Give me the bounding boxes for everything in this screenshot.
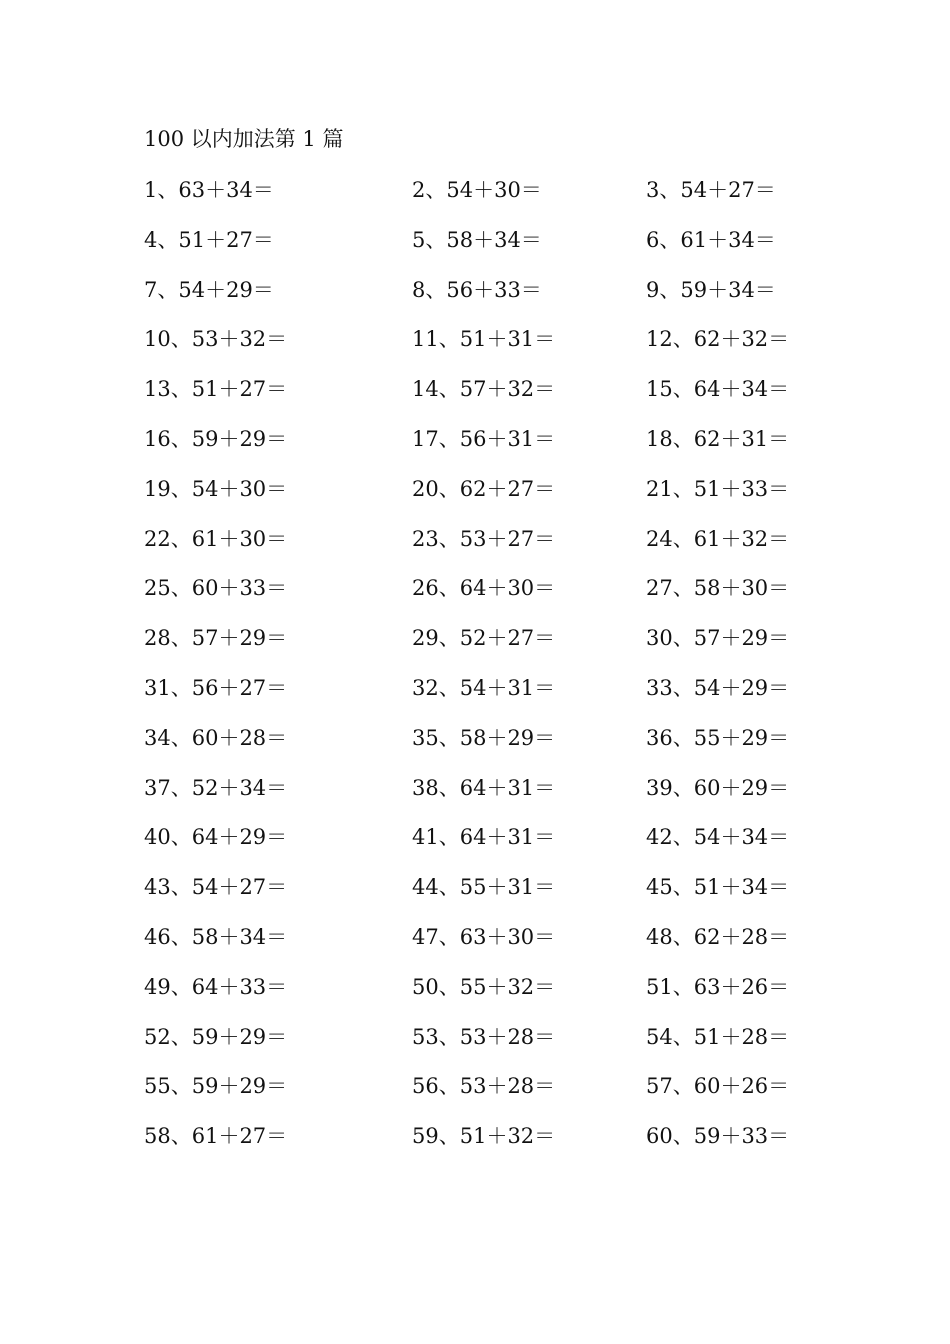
problem-row xyxy=(144,373,844,423)
problem-item: 57、60＋26＝ xyxy=(646,1074,790,1099)
problem-item: 6、61＋34＝ xyxy=(646,227,776,252)
page-title: 100 以内加法第 1 篇 xyxy=(144,127,344,151)
problem-grid xyxy=(144,174,844,1170)
problem-item: 52、59＋29＝ xyxy=(144,1024,288,1049)
problem-item: 36、55＋29＝ xyxy=(646,725,790,750)
problem-row xyxy=(144,921,844,971)
problem-item: 33、54＋29＝ xyxy=(646,675,790,700)
problem-item: 44、55＋31＝ xyxy=(412,875,556,900)
problem-item: 8、56＋33＝ xyxy=(412,277,542,302)
problem-row xyxy=(144,971,844,1021)
problem-item: 9、59＋34＝ xyxy=(646,277,776,302)
problem-item: 27、58＋30＝ xyxy=(646,576,790,601)
problem-item: 17、56＋31＝ xyxy=(412,426,556,451)
problem-row xyxy=(144,274,844,324)
problem-item: 32、54＋31＝ xyxy=(412,675,556,700)
problem-row xyxy=(144,174,844,224)
problem-item: 34、60＋28＝ xyxy=(144,725,288,750)
problem-row xyxy=(144,722,844,772)
problem-row xyxy=(144,1070,844,1120)
problem-item: 30、57＋29＝ xyxy=(646,626,790,651)
problem-row xyxy=(144,622,844,672)
problem-item: 26、64＋30＝ xyxy=(412,576,556,601)
problem-item: 46、58＋34＝ xyxy=(144,924,288,949)
problem-item: 48、62＋28＝ xyxy=(646,924,790,949)
problem-row xyxy=(144,772,844,822)
problem-item: 54、51＋28＝ xyxy=(646,1024,790,1049)
problem-item: 3、54＋27＝ xyxy=(646,178,776,202)
problem-row xyxy=(144,523,844,573)
problem-item: 2、54＋30＝ xyxy=(412,178,542,202)
problem-item: 20、62＋27＝ xyxy=(412,476,556,501)
problem-item: 31、56＋27＝ xyxy=(144,675,288,700)
problem-row xyxy=(144,1021,844,1071)
problem-item: 4、51＋27＝ xyxy=(144,227,274,252)
problem-item: 53、53＋28＝ xyxy=(412,1024,556,1049)
problem-item: 15、64＋34＝ xyxy=(646,377,790,402)
problem-item: 59、51＋32＝ xyxy=(412,1124,556,1149)
problem-row xyxy=(144,871,844,921)
problem-item: 45、51＋34＝ xyxy=(646,875,790,900)
problem-item: 1、63＋34＝ xyxy=(144,178,274,202)
problem-item: 12、62＋32＝ xyxy=(646,327,790,352)
problem-item: 23、53＋27＝ xyxy=(412,526,556,551)
problem-item: 41、64＋31＝ xyxy=(412,825,556,850)
problem-item: 22、61＋30＝ xyxy=(144,526,288,551)
problem-row xyxy=(144,821,844,871)
problem-row xyxy=(144,572,844,622)
problem-item: 60、59＋33＝ xyxy=(646,1124,790,1149)
problem-item: 56、53＋28＝ xyxy=(412,1074,556,1099)
problem-item: 35、58＋29＝ xyxy=(412,725,556,750)
problem-row xyxy=(144,423,844,473)
problem-item: 38、64＋31＝ xyxy=(412,775,556,800)
problem-item: 7、54＋29＝ xyxy=(144,277,274,302)
problem-item: 51、63＋26＝ xyxy=(646,974,790,999)
problem-item: 11、51＋31＝ xyxy=(412,327,556,352)
problem-item: 40、64＋29＝ xyxy=(144,825,288,850)
problem-row xyxy=(144,1120,844,1170)
problem-item: 19、54＋30＝ xyxy=(144,476,288,501)
problem-item: 10、53＋32＝ xyxy=(144,327,288,352)
problem-row xyxy=(144,323,844,373)
problem-item: 18、62＋31＝ xyxy=(646,426,790,451)
problem-item: 28、57＋29＝ xyxy=(144,626,288,651)
problem-item: 5、58＋34＝ xyxy=(412,227,542,252)
problem-item: 16、59＋29＝ xyxy=(144,426,288,451)
problem-item: 13、51＋27＝ xyxy=(144,377,288,402)
problem-row xyxy=(144,224,844,274)
problem-row xyxy=(144,473,844,523)
problem-item: 39、60＋29＝ xyxy=(646,775,790,800)
problem-item: 37、52＋34＝ xyxy=(144,775,288,800)
problem-item: 24、61＋32＝ xyxy=(646,526,790,551)
problem-item: 43、54＋27＝ xyxy=(144,875,288,900)
problem-item: 14、57＋32＝ xyxy=(412,377,556,402)
problem-item: 55、59＋29＝ xyxy=(144,1074,288,1099)
problem-item: 58、61＋27＝ xyxy=(144,1124,288,1149)
problem-row xyxy=(144,672,844,722)
problem-item: 49、64＋33＝ xyxy=(144,974,288,999)
problem-item: 21、51＋33＝ xyxy=(646,476,790,501)
problem-item: 47、63＋30＝ xyxy=(412,924,556,949)
problem-item: 50、55＋32＝ xyxy=(412,974,556,999)
problem-item: 42、54＋34＝ xyxy=(646,825,790,850)
problem-item: 29、52＋27＝ xyxy=(412,626,556,651)
problem-item: 25、60＋33＝ xyxy=(144,576,288,601)
